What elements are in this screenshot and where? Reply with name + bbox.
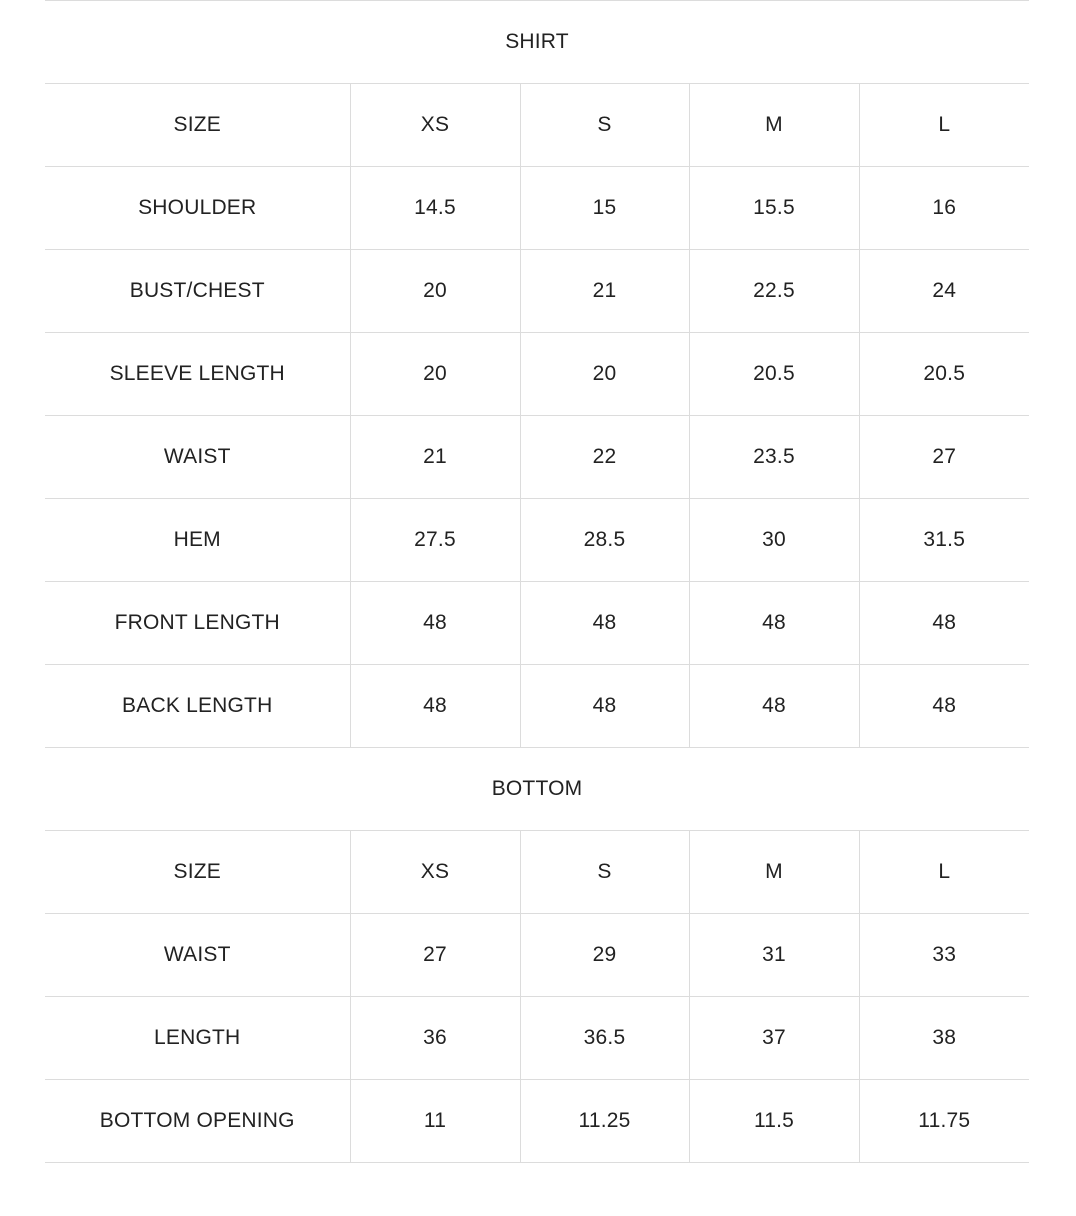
bottom-header-row [45,831,1029,914]
header-cell: SIZE [45,84,350,167]
measurement-value: 16 [859,167,1029,250]
measurement-value: 31.5 [859,499,1029,582]
size-chart-body [45,1,1029,1163]
measurement-value: 36.5 [520,997,689,1080]
measurement-value: 29 [520,914,689,997]
measurement-value: 36 [350,997,520,1080]
measurement-value: 48 [350,582,520,665]
header-cell: S [520,84,689,167]
measurement-value: 27 [350,914,520,997]
table-row [45,250,1029,333]
measurement-value: 11.75 [859,1080,1029,1163]
measurement-label: FRONT LENGTH [45,582,350,665]
measurement-value: 11 [350,1080,520,1163]
measurement-value: 20.5 [689,333,859,416]
measurement-label: BUST/CHEST [45,250,350,333]
measurement-value: 20 [350,333,520,416]
table-row [45,416,1029,499]
measurement-value: 23.5 [689,416,859,499]
measurement-value: 20 [520,333,689,416]
measurement-value: 48 [520,665,689,748]
shirt-section-title: SHIRT [45,1,1029,84]
measurement-label: WAIST [45,914,350,997]
measurement-value: 38 [859,997,1029,1080]
measurement-label: HEM [45,499,350,582]
measurement-value: 48 [350,665,520,748]
measurement-value: 28.5 [520,499,689,582]
measurement-value: 24 [859,250,1029,333]
measurement-value: 31 [689,914,859,997]
header-cell: SIZE [45,831,350,914]
shirt-title-row [45,1,1029,84]
table-row [45,997,1029,1080]
size-chart [45,0,1029,1163]
measurement-value: 27.5 [350,499,520,582]
measurement-value: 14.5 [350,167,520,250]
bottom-title-row [45,748,1029,831]
table-row [45,167,1029,250]
measurement-label: LENGTH [45,997,350,1080]
measurement-value: 20 [350,250,520,333]
size-chart-table [45,0,1029,1163]
measurement-label: WAIST [45,416,350,499]
measurement-value: 27 [859,416,1029,499]
header-cell: L [859,831,1029,914]
table-row [45,499,1029,582]
measurement-value: 48 [689,665,859,748]
measurement-value: 21 [350,416,520,499]
header-cell: XS [350,831,520,914]
measurement-value: 48 [859,582,1029,665]
table-row [45,582,1029,665]
table-row [45,665,1029,748]
measurement-value: 22.5 [689,250,859,333]
measurement-value: 15 [520,167,689,250]
measurement-value: 21 [520,250,689,333]
measurement-value: 37 [689,997,859,1080]
measurement-label: SHOULDER [45,167,350,250]
table-row [45,1080,1029,1163]
table-row [45,914,1029,997]
measurement-value: 33 [859,914,1029,997]
measurement-label: BOTTOM OPENING [45,1080,350,1163]
measurement-value: 48 [520,582,689,665]
header-cell: M [689,84,859,167]
measurement-value: 20.5 [859,333,1029,416]
header-cell: XS [350,84,520,167]
table-row [45,333,1029,416]
measurement-value: 11.25 [520,1080,689,1163]
measurement-label: BACK LENGTH [45,665,350,748]
header-cell: L [859,84,1029,167]
shirt-header-row [45,84,1029,167]
measurement-value: 48 [859,665,1029,748]
measurement-value: 48 [689,582,859,665]
measurement-value: 15.5 [689,167,859,250]
header-cell: S [520,831,689,914]
bottom-section-title: BOTTOM [45,748,1029,831]
header-cell: M [689,831,859,914]
measurement-value: 30 [689,499,859,582]
measurement-label: SLEEVE LENGTH [45,333,350,416]
measurement-value: 22 [520,416,689,499]
measurement-value: 11.5 [689,1080,859,1163]
